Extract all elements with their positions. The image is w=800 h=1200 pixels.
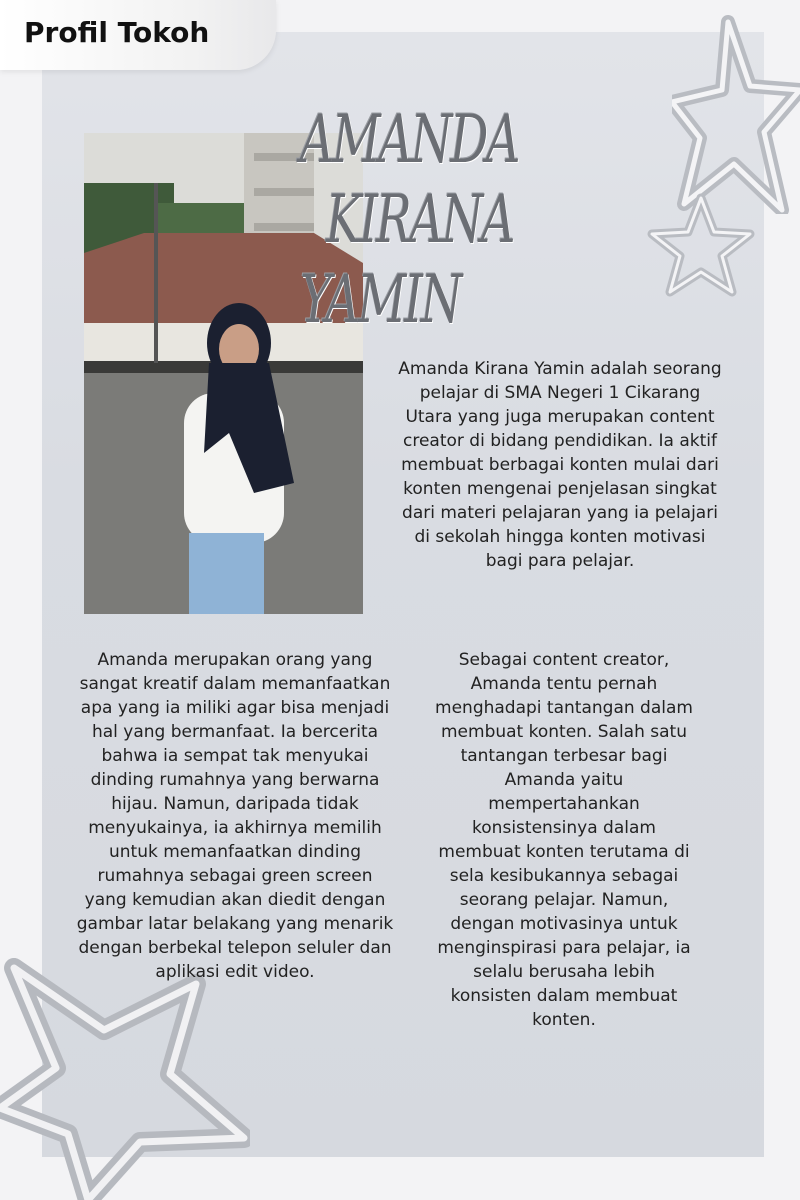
star-icon <box>0 958 250 1200</box>
paragraph-right: Sebagai content creator, Amanda tentu pernah menghadapi tantangan dalam membuat konten. Salah satu tantangan terbesar bagi Amanda yaitu mempertahankan konsistensinya dalam membuat konten terutama di sela kesibukannya sebagai seorang pelajar. Namun, dengan motivasinya untuk menginspirasi para pelajar, ia selalu berusaha lebih konsisten dalam membuat konten. <box>435 650 693 1030</box>
name-line: AMANDA <box>300 101 519 178</box>
name-line: YAMIN <box>300 261 461 338</box>
star-icon <box>646 192 756 300</box>
section-tag-label: Profil Tokoh <box>24 16 210 49</box>
name-line: KIRANA <box>325 181 514 258</box>
star-icon <box>672 14 800 214</box>
paragraph-left: Amanda merupakan orang yang sangat kreatif dalam memanfaatkan apa yang ia miliki agar bisa menjadi hal yang bermanfaat. Ia bercerita bahwa ia sempat tak menyukai dinding rumahnya yang berwarna hijau. Namun, daripada tidak menyukainya, ia akhirnya memilih untuk memanfaatkan dinding rumahnya sebagai green screen yang kemudian akan diedit dengan gambar latar belakang yang menarik dengan berbekal telepon seluler dan aplikasi edit video. <box>76 650 394 982</box>
section-tag <box>0 0 276 70</box>
profile-name <box>300 100 519 340</box>
intro-paragraph: Amanda Kirana Yamin adalah seorang pelajar di SMA Negeri 1 Cikarang Utara yang juga merupakan content creator di bidang pendidikan. Ia aktif membuat berbagai konten mulai dari konten mengenai penjelasan singkat dari materi pelajaran yang ia pelajari di sekolah hingga konten motivasi bagi para pelajar. <box>398 359 722 571</box>
